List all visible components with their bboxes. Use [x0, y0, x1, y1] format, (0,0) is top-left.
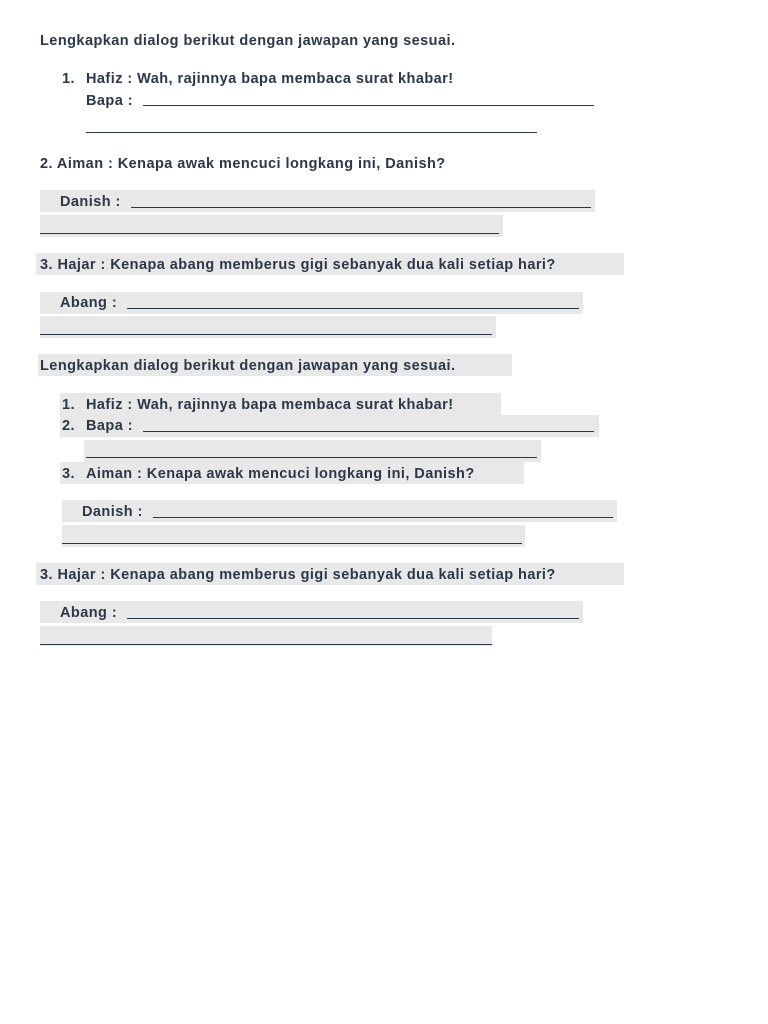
answer-label-abang: Abang :	[60, 295, 118, 311]
answer-label-bapa: Bapa :	[86, 93, 134, 109]
answer-line-danish-1[interactable]	[131, 207, 591, 208]
item-2-text: Bapa :	[86, 418, 134, 434]
answer-highlight-danish-1	[40, 190, 595, 212]
answer-label-danish: Danish :	[60, 194, 121, 210]
answer-line-abang-2[interactable]	[40, 334, 492, 335]
question-4: 3. Hajar : Kenapa abang memberus gigi sebanyak dua kali setiap hari?	[40, 567, 556, 583]
item-1-number: 1.	[62, 397, 75, 413]
item-2-number: 2.	[62, 418, 75, 434]
answer-line-bapa-1[interactable]	[143, 105, 594, 106]
answer-highlight-abang-1	[40, 292, 583, 314]
question-1-number: 1.	[62, 71, 75, 87]
item-1-text: Hafiz : Wah, rajinnya bapa membaca surat khabar!	[86, 397, 454, 413]
question-1	[62, 69, 454, 89]
answer-line-abang-1[interactable]	[127, 308, 579, 309]
question-2: 2. Aiman : Kenapa awak mencuci longkang ini, Danish?	[40, 156, 446, 172]
instruction-heading: Lengkapkan dialog berikut dengan jawapan yang sesuai.	[40, 33, 456, 49]
answer-line-danish-4[interactable]	[62, 543, 522, 544]
item-3	[62, 464, 475, 484]
instruction-heading-2: Lengkapkan dialog berikut dengan jawapan yang sesuai.	[40, 358, 456, 374]
question-1-text: Hafiz : Wah, rajinnya bapa membaca surat khabar!	[86, 71, 454, 87]
item-3-number: 3.	[62, 466, 75, 482]
item-2-highlight	[60, 415, 599, 437]
answer-line-abang-4[interactable]	[40, 644, 492, 645]
answer-line-danish-2[interactable]	[40, 233, 499, 234]
question-3: 3. Hajar : Kenapa abang memberus gigi sebanyak dua kali setiap hari?	[40, 257, 556, 273]
answer-label-abang-2: Abang :	[60, 605, 118, 621]
answer-label-danish-2: Danish :	[82, 504, 143, 520]
answer-line-bapa-2[interactable]	[86, 132, 537, 133]
answer-highlight-danish-3	[62, 500, 617, 522]
item-1	[62, 395, 454, 415]
answer-highlight-abang-3	[40, 601, 583, 623]
answer-line-abang-3[interactable]	[127, 618, 579, 619]
answer-highlight-abang-4	[40, 626, 492, 646]
answer-line-danish-3[interactable]	[153, 517, 613, 518]
item-2	[62, 416, 133, 436]
answer-line-item-2-2[interactable]	[86, 457, 537, 458]
item-3-text: Aiman : Kenapa awak mencuci longkang ini, Danish?	[86, 466, 475, 482]
item-2-line-highlight	[84, 440, 541, 462]
answer-line-item-2-1[interactable]	[143, 431, 594, 432]
